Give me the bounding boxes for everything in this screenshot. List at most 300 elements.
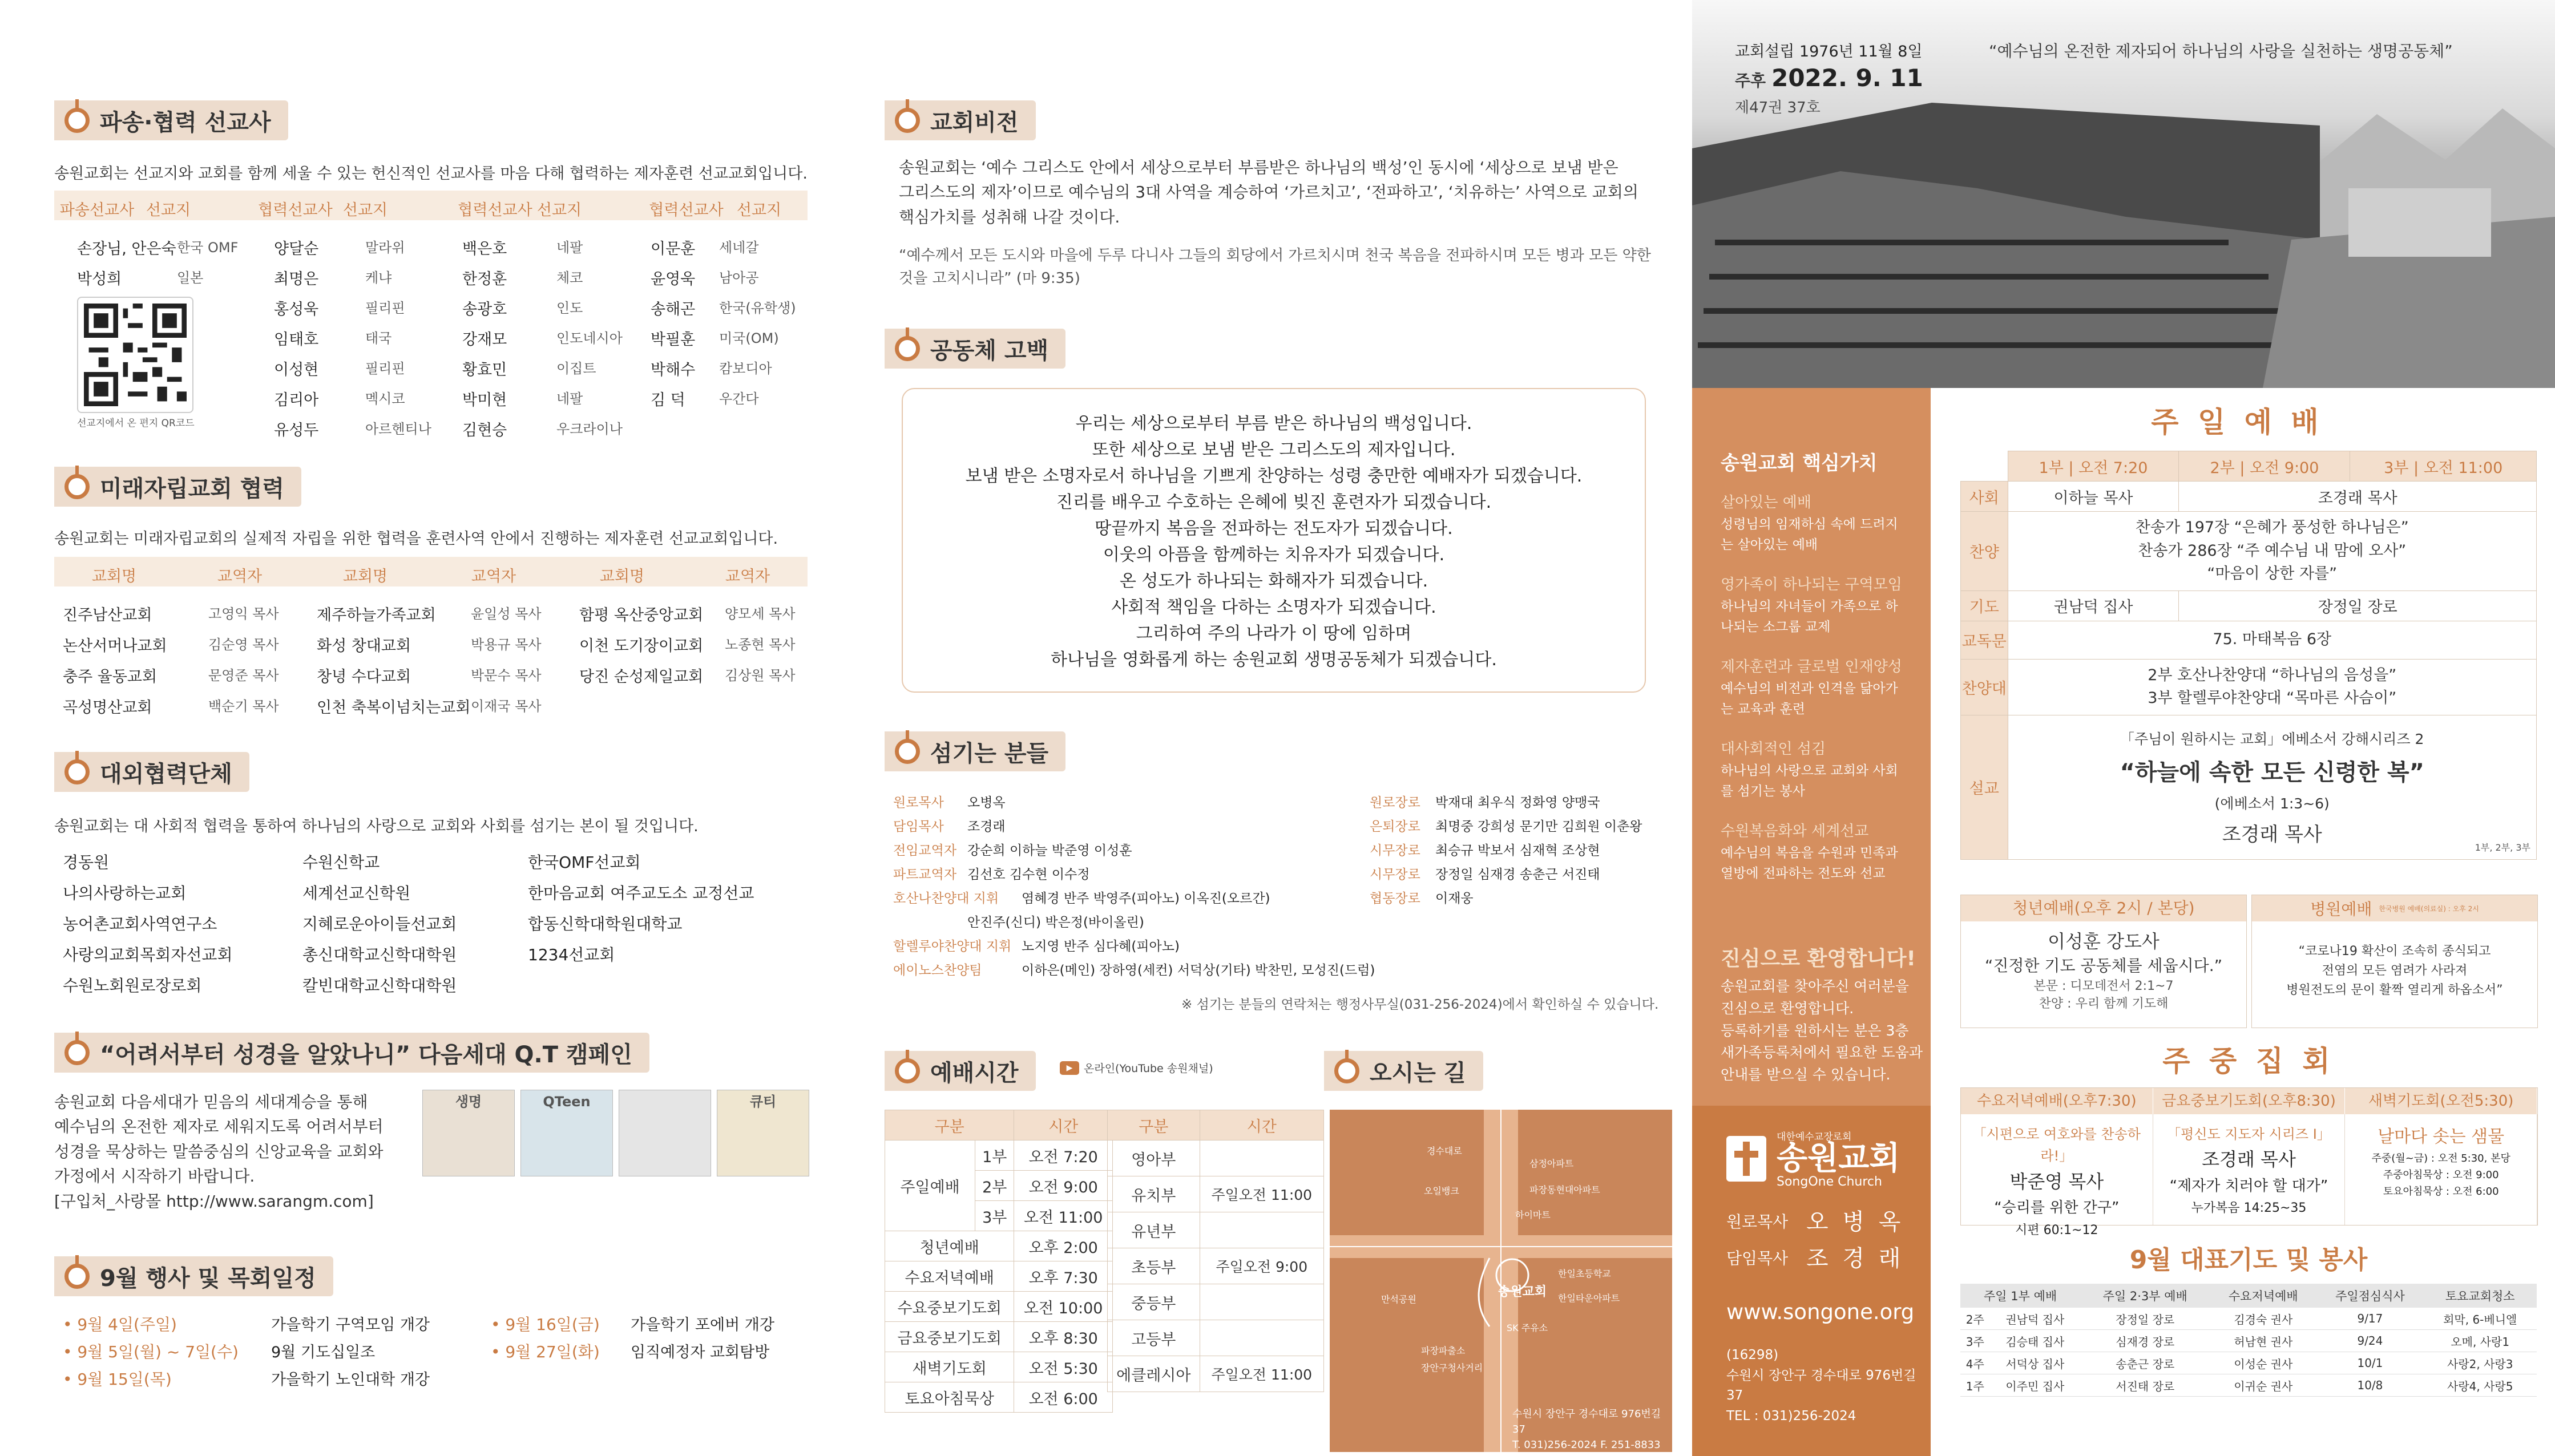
table-cell	[1200, 1284, 1323, 1320]
table-row	[885, 1382, 1113, 1413]
map-label: 경수대로	[1427, 1146, 1462, 1156]
table-cell: 회막, 6-베니엘	[2423, 1308, 2537, 1330]
missionary-country: 한국(유학생)	[719, 300, 796, 316]
sermon-pastor: 조경래 목사	[2222, 823, 2322, 846]
future-table-cell: 당진 순성제일교회	[579, 668, 704, 686]
section-bullet-icon	[895, 739, 920, 764]
right-panel	[1692, 0, 2555, 1456]
table-header: 주일 2·3부 예배	[2080, 1284, 2210, 1308]
church-info	[1692, 1106, 1931, 1456]
core-value-desc: 하나님의 사랑으로 교회와 사회를 섬기는 봉사	[1721, 763, 1898, 799]
vision-quote-line: “예수께서 모든 도시와 마을에 두루 다니사 그들의 회당에서 가르치시며 천국 복음을 전파하시며 모든 병과 모든 약한	[899, 247, 1651, 264]
missionary-country: 태국	[365, 330, 392, 346]
weekday-header-cell: 수요저녁예배(오후7:30)	[1961, 1088, 2153, 1114]
servant-role: 시무장로	[1370, 867, 1420, 882]
missionary-country: 필리핀	[365, 300, 405, 316]
external-org: 한국OMF선교회	[528, 853, 641, 872]
qt-campaign-title: “어려서부터 성경을 알았나니” 다음세대 Q.T 캠페인	[54, 1033, 649, 1073]
servant-role: 전임교역자	[893, 843, 957, 858]
cover-photo	[1692, 0, 2555, 388]
external-org: 수원신학교	[302, 853, 380, 872]
section-bullet-icon	[64, 108, 90, 133]
table-row	[1961, 621, 2537, 659]
confession-box	[902, 388, 1646, 693]
table-row	[1960, 1352, 2537, 1374]
weekday-line: “승리를 위한 간구”	[1994, 1199, 2120, 1216]
missionary-name: 이문훈	[651, 240, 696, 258]
church-address	[1726, 1345, 1931, 1427]
sermon-series: 「주님이 원하시는 교회」에베소서 강해시리즈 2	[2120, 730, 2424, 747]
map-label: 오일뱅크	[1424, 1186, 1459, 1196]
table-row	[1108, 1248, 1324, 1284]
table-cell: 주일오전 11:00	[1200, 1176, 1323, 1212]
future-table-cell: 백순기 목사	[208, 698, 279, 714]
qr-code-icon	[84, 304, 187, 406]
service-times-table-right	[1107, 1110, 1324, 1392]
pastor-name: 조 경 래	[1806, 1245, 1904, 1272]
missionary-country: 아르헨티나	[365, 421, 431, 437]
table-cell	[1200, 1212, 1323, 1248]
servant-names: 최명중 강희성 문기만 김희원 이춘왕	[1435, 819, 1642, 834]
table-row	[1960, 1308, 2537, 1330]
core-value-title: 살아있는 예배	[1721, 494, 1811, 511]
table-cell: 초등부	[1108, 1248, 1200, 1284]
weekday-table	[1960, 1087, 2538, 1237]
qt-line: 가정에서 시작하기 바랍니다.	[54, 1167, 255, 1186]
missionary-name: 김현승	[462, 422, 507, 439]
section-bullet-icon	[64, 1040, 90, 1065]
servant-names: 김선호 김수현 이수정	[967, 867, 1090, 882]
confession-text	[903, 389, 1645, 673]
servant-role: 할렐루야찬양대 지휘	[893, 939, 1012, 954]
missionary-country: 한국 OMF	[177, 240, 239, 256]
pastor-role: 담임목사	[1726, 1249, 1789, 1268]
servant-names: 강순희 이하늘 박준영 이성훈	[967, 843, 1132, 858]
event-date: • 9월 4일(주일)	[63, 1315, 177, 1334]
missionary-name: 황효민	[462, 361, 507, 379]
weekday-line: 토요아침묵상 : 오전 6:00	[2383, 1185, 2499, 1198]
servant-role: 시무장로	[1370, 843, 1420, 858]
missionaries-header-cell: 협력선교사	[458, 201, 532, 219]
table-cell: 이성순 권사	[2210, 1352, 2316, 1374]
section-bullet-icon	[64, 474, 90, 499]
sermon-ref: (에베소서 1:3~6)	[2214, 795, 2330, 812]
table-row	[1961, 451, 2537, 482]
confession-line: 보냄 받은 소명자로서 하나님을 기쁘게 찬양하는 성령 충만한 예배자가 되겠습니다.	[965, 466, 1583, 486]
missionary-country: 이집트	[556, 361, 596, 377]
weekday-line: “제자가 치러야 할 대가”	[2169, 1177, 2328, 1195]
future-table-cell: 양모세 목사	[725, 606, 796, 622]
external-org: 농어촌교회사역연구소	[63, 915, 217, 933]
weekday-column	[2153, 1114, 2346, 1225]
future-header-cell: 교회명	[599, 568, 645, 585]
table-row-label: 교독문	[1961, 621, 2008, 659]
external-org: 1234선교회	[528, 945, 615, 964]
table-cell	[1200, 1140, 1323, 1176]
qr-caption: 선교지에서 온 편지 QR코드	[77, 418, 195, 429]
table-cell: 수요저녁예배	[885, 1261, 1014, 1292]
table-cell: 고등부	[1108, 1320, 1200, 1356]
table-row	[885, 1231, 1113, 1261]
table-header: 시간	[1200, 1110, 1323, 1140]
table-cell	[1200, 1320, 1323, 1356]
table-cell: 김경숙 권사	[2210, 1308, 2316, 1330]
table-cell: 수요중보기도회	[885, 1292, 1014, 1322]
table-cell: 금요중보기도회	[885, 1322, 1014, 1352]
future-intro: 송원교회는 미래자립교회의 실제적 자립을 위한 협력을 훈련사역 안에서 진행하는 제자훈련 선교교회입니다.	[54, 530, 778, 548]
event-desc: 가을학기 노인대학 개강	[271, 1371, 430, 1389]
table-header: 구분	[885, 1110, 1014, 1140]
section-bullet-icon	[895, 1058, 920, 1083]
table-row	[1960, 1330, 2537, 1352]
missionary-country: 우간다	[719, 391, 759, 407]
external-org: 수원노회원로장로회	[63, 976, 202, 995]
table-cell: 새벽기도회	[885, 1352, 1014, 1382]
table-cell: 영아부	[1108, 1140, 1200, 1176]
weekday-line: 누가복음 14:25~35	[2191, 1201, 2307, 1216]
table-cell: 10/1	[2316, 1352, 2423, 1374]
table-row	[885, 1110, 1113, 1140]
table-cell: 중등부	[1108, 1284, 1200, 1320]
section-bullet-icon	[64, 759, 90, 784]
map-label: 장안구청사거리	[1421, 1362, 1483, 1373]
external-org: 사랑의교회목회자선교회	[63, 945, 233, 964]
qt-book-cover: 큐티	[717, 1090, 809, 1176]
table-header: 3부 | 오전 11:00	[2350, 451, 2537, 482]
core-value-desc: 예수님의 복음을 수원과 민족과 열방에 전파하는 전도와 선교	[1721, 846, 1898, 881]
table-row	[885, 1292, 1113, 1322]
weekday-title: 주 중 집 회	[2162, 1045, 2335, 1078]
qt-line: [구입처_사랑몰 http://www.sarangm.com]	[54, 1191, 374, 1211]
table-cell: 오전 7:20	[1014, 1140, 1113, 1171]
missionary-country: 네팔	[556, 240, 583, 256]
external-org: 합동신학대학원대학교	[528, 915, 683, 933]
missionary-country: 캄보디아	[719, 361, 772, 377]
table-cell: 오전 9:00	[1014, 1171, 1113, 1201]
table-cell: 오전 5:30	[1014, 1352, 1113, 1382]
core-value-desc: 하나님의 자녀들이 가족으로 하나되는 소그룹 교제	[1721, 599, 1898, 634]
missionary-country: 멕시코	[365, 391, 405, 407]
section-bullet-icon	[895, 336, 920, 361]
event-date: • 9월 15일(목)	[63, 1370, 172, 1389]
map-label: 만석공원	[1381, 1294, 1416, 1305]
sermon-title: “하늘에 속한 모든 신령한 복”	[2120, 759, 2424, 786]
qt-line: 송원교회 다음세대가 믿음의 세대계승을 통해	[54, 1093, 368, 1111]
founded-date: 교회설립 1976년 11월 8일	[1735, 43, 1923, 60]
table-cell: 조경래 목사	[2179, 482, 2537, 512]
map[interactable]	[1330, 1110, 1672, 1452]
table-header: 주일 1부 예배	[1960, 1284, 2080, 1308]
servant-names: 이재웅	[1435, 891, 1474, 906]
welcome-title: 진심으로 환영합니다!	[1721, 947, 1916, 970]
servant-role: 원로목사	[893, 795, 944, 810]
directions-title: 오시는 길	[1324, 1051, 1483, 1091]
table-row	[885, 1140, 1113, 1171]
servant-names: 안진주(신디) 박은정(바이올린)	[967, 915, 1144, 930]
table-row	[1960, 1284, 2537, 1308]
table-cell: 주일오전 9:00	[1200, 1248, 1323, 1284]
table-cell: 권남덕 집사	[1989, 1308, 2080, 1330]
confession-line: 진리를 배우고 수호하는 은혜에 빚진 훈련자가 되겠습니다.	[1056, 492, 1492, 512]
confession-line: 또한 세상으로 보냄 받은 그리스도의 제자입니다.	[1092, 440, 1456, 460]
missionary-name: 김 덕	[651, 391, 685, 409]
map-label: 송원교회	[1498, 1285, 1547, 1299]
future-table-cell: 윤일성 목사	[471, 606, 542, 622]
vision-quote	[899, 244, 1675, 290]
hospital-line: “코로나19 확산이 조속히 종식되고	[2298, 944, 2491, 958]
confession-title: 공동체 고백	[885, 329, 1065, 369]
table-cell: 2부 호산나찬양대 “하나님의 음성을” 3부 할렐루야찬양대 “목마른 사슴이”	[2008, 659, 2537, 715]
map-label: 한일초등학교	[1558, 1268, 1611, 1279]
missionary-country: 일본	[177, 270, 204, 286]
future-table-cell: 화성 창대교회	[317, 637, 411, 655]
future-table-cell: 함평 옥산중앙교회	[579, 606, 704, 624]
table-row	[1108, 1320, 1324, 1356]
missionary-country: 우크라이나	[556, 421, 623, 437]
table-cell: 심재경 장로	[2080, 1330, 2210, 1352]
church-address-line: 수원시 장안구 경수대로 976번길 37	[1726, 1368, 1916, 1404]
table-cell: 주일예배	[885, 1140, 975, 1231]
missionary-name: 백은호	[462, 240, 507, 258]
missionary-name: 박미현	[462, 391, 507, 409]
map-label: 한일타운아파트	[1558, 1293, 1620, 1304]
vision-text	[899, 155, 1675, 229]
future-table-cell: 이재국 목사	[471, 698, 542, 714]
missionary-country: 필리핀	[365, 361, 405, 377]
future-table-cell: 노종현 목사	[725, 637, 796, 653]
qt-books	[422, 1090, 816, 1175]
missionary-name: 양달순	[274, 240, 319, 258]
external-org: 세계선교신학원	[302, 884, 411, 903]
missionary-country: 미국(OM)	[719, 330, 779, 346]
church-logo: 대한예수교장로회 송원교회 SongOne Church	[1726, 1129, 1900, 1189]
vision-quote-line: 것을 고치시니라” (마 9:35)	[899, 270, 1080, 288]
table-cell: 9/24	[2316, 1330, 2423, 1352]
qt-book-cover	[619, 1090, 711, 1176]
missionary-country: 케냐	[365, 270, 392, 286]
confession-line: 온 성도가 하나되는 화해자가 되겠습니다.	[1119, 571, 1428, 591]
core-value-title: 제자훈련과 글로벌 인재양성	[1721, 658, 1902, 676]
missionaries-header-cell: 파송선교사	[59, 201, 135, 219]
sermon-cell	[2008, 715, 2537, 859]
table-cell: 김승태 집사	[1989, 1330, 2080, 1352]
hospital-worship-box: 병원예배 한국병원 예배(의료실) : 오후 2시 “코로나19 확산이 조속히 종식되고 전염의 모든 염려가 사라져 병원전도의 문이 활짝 열리게 하옵소서”	[2251, 895, 2538, 1028]
table-row-label: 찬양대	[1961, 659, 2008, 715]
table-row	[885, 1261, 1113, 1292]
weekday-line: 주중(월~금) : 오전 5:30, 본당	[2371, 1152, 2510, 1164]
event-desc: 가을학기 포에버 개강	[631, 1316, 774, 1334]
table-cell: 유년부	[1108, 1212, 1200, 1248]
missionary-name: 윤영욱	[651, 270, 696, 288]
welcome-line: 진심으로 환영합니다.	[1721, 1000, 1854, 1017]
missionaries-header	[54, 191, 808, 220]
future-table-cell: 곡성명산교회	[63, 699, 152, 717]
middle-panel	[847, 0, 1692, 1456]
missionary-name: 송해곤	[651, 301, 696, 318]
future-table-cell: 고영익 목사	[208, 606, 279, 622]
vision-line: 핵심가치를 성취해 나갈 것이다.	[899, 207, 1120, 227]
pastor-role: 원로목사	[1726, 1212, 1789, 1231]
table-cell	[1961, 451, 2008, 482]
cross-logo-icon	[1726, 1136, 1766, 1182]
external-org: 경동원	[63, 853, 110, 872]
sunday-worship-title: 주 일 예 배	[2151, 406, 2323, 439]
core-value-desc: 예수님의 비전과 인격을 닮아가는 교육과 훈련	[1721, 681, 1898, 717]
slogan: “예수님의 온전한 제자되어 하나님의 사랑을 실천하는 생명공동체”	[1989, 42, 2453, 60]
servant-role: 호산나찬양대 지휘	[893, 891, 999, 906]
table-row	[1108, 1284, 1324, 1320]
future-header-cell: 교회명	[91, 568, 137, 585]
table-header: 토요교회청소	[2423, 1284, 2537, 1308]
event-date: • 9월 16일(금)	[491, 1315, 600, 1334]
pastor-name: 오 병 옥	[1806, 1209, 1904, 1235]
weekday-line: 날마다 솟는 샘물	[2378, 1127, 2505, 1147]
servant-role: 파트교역자	[893, 867, 957, 882]
missionaries-header-cell: 선교지	[146, 201, 191, 219]
future-table-cell: 제주하늘가족교회	[317, 606, 436, 624]
missionary-name: 최명은	[274, 270, 319, 288]
future-header-cell: 교역자	[471, 568, 516, 585]
table-row-label: 사회	[1961, 482, 2008, 512]
table-row-label: 설교	[1961, 715, 2008, 859]
future-table-cell: 김순영 목사	[208, 637, 279, 653]
missionary-country: 남아공	[719, 270, 759, 286]
event-date: • 9월 5일(월) ~ 7일(수)	[63, 1342, 239, 1361]
orange-sidebar	[1692, 388, 1931, 1456]
missionary-name: 홍성욱	[274, 301, 319, 318]
map-label: 파장파출소	[1421, 1345, 1466, 1356]
missionary-country: 인도	[556, 300, 583, 316]
table-header: 구분	[1108, 1110, 1200, 1140]
table-cell: 이주민 집사	[1989, 1374, 2080, 1397]
welcome-line: 등록하기를 원하시는 분은 3층	[1721, 1022, 1909, 1039]
table-row	[1108, 1212, 1324, 1248]
table-cell: 3주	[1960, 1330, 1989, 1352]
core-value-title: 영가족이 하나되는 구역모임	[1721, 576, 1902, 593]
servants-title: 섬기는 분들	[885, 731, 1065, 771]
table-header: 수요저녁예배	[2210, 1284, 2316, 1308]
missionary-name: 한정훈	[462, 270, 507, 288]
section-bullet-icon	[895, 108, 920, 133]
external-intro: 송원교회는 대 사회적 협력을 통하여 하나님의 사랑으로 교회와 사회를 섬기는 본이 될 것입니다.	[54, 818, 699, 835]
table-cell: 10/8	[2316, 1374, 2423, 1397]
left-panel	[0, 0, 847, 1456]
future-table-cell: 이천 도기장이교회	[579, 637, 704, 655]
future-table-cell: 박용규 목사	[471, 637, 542, 653]
table-row	[1961, 715, 2537, 859]
missionary-name: 강재모	[462, 331, 507, 349]
table-row	[1108, 1110, 1324, 1140]
qt-book-cover: 생명	[422, 1090, 515, 1176]
confession-line: 사회적 책임을 다하는 소명자가 되겠습니다.	[1111, 597, 1436, 617]
servant-names: 장정일 심재경 송춘근 서진태	[1435, 867, 1600, 882]
map-address	[1512, 1406, 1672, 1453]
hospital-line: 전염의 모든 염려가 사라져	[2322, 964, 2468, 978]
service-times-table-left	[885, 1110, 1113, 1413]
table-row	[1961, 591, 2537, 621]
table-cell: 2부	[975, 1171, 1014, 1201]
event-desc: 가을학기 구역모임 개강	[271, 1316, 430, 1334]
map-label: 삼정아파트	[1529, 1158, 1574, 1169]
future-table-cell: 인천 축복이넘치는교회	[317, 699, 471, 717]
table-row	[1108, 1140, 1324, 1176]
section-bullet-icon	[64, 1264, 90, 1289]
church-website[interactable]: www.songone.org	[1726, 1300, 1915, 1324]
weekday-line: 주중아침묵상 : 오전 9:00	[2383, 1168, 2499, 1181]
missionary-name: 임태호	[274, 331, 319, 349]
table-cell: 권남덕 집사	[2008, 591, 2179, 621]
external-org: 나의사랑하는교회	[63, 884, 187, 903]
vision-title: 교회비전	[885, 100, 1036, 140]
map-address-line: 수원시 장안구 경수대로 976번길 37	[1512, 1408, 1661, 1435]
future-header-cell: 교역자	[217, 568, 263, 585]
map-address-line: T. 031)256-2024 F. 251-8833	[1512, 1439, 1661, 1451]
missionaries-header-cell: 선교지	[736, 201, 782, 219]
qt-line: 예수님의 온전한 제자로 세워지도록 어려서부터	[54, 1117, 384, 1137]
table-header: 2부 | 오전 9:00	[2179, 451, 2350, 482]
qr-code-image[interactable]	[77, 297, 193, 413]
missionaries-header-cell: 선교지	[342, 201, 388, 219]
hospital-line: 병원전도의 문이 활짝 열리게 하옵소서”	[2286, 983, 2503, 997]
table-cell: 오메, 사랑1	[2423, 1330, 2537, 1352]
table-row	[1960, 1374, 2537, 1397]
vision-line: 송원교회는 ‘예수 그리스도 안에서 세상으로부터 부름받은 하나님의 백성’인 동시에 ‘세상으로 보냄 받은	[899, 158, 1618, 177]
confession-line: 그리하여 주의 나라가 이 땅에 임하며	[1136, 624, 1412, 644]
missionary-country: 체코	[556, 270, 583, 286]
table-row	[885, 1352, 1113, 1382]
core-value-title: 수원복음화와 세계선교	[1721, 823, 1869, 840]
table-cell: 1부	[975, 1140, 1014, 1171]
weekday-line: 「평신도 지도자 시리즈 I」	[2167, 1126, 2331, 1142]
confession-line: 하나님을 영화롭게 하는 송원교회 생명공동체가 되겠습니다.	[1051, 650, 1497, 670]
weekday-line: 조경래 목사	[2202, 1148, 2296, 1171]
servant-names: 이하은(메인) 장하영(세컨) 서덕상(기타) 박찬민, 모성진(드럼)	[1022, 963, 1375, 978]
future-table-cell: 박문수 목사	[471, 668, 542, 683]
table-row-label: 찬양	[1961, 512, 2008, 591]
servant-names: 조경래	[967, 819, 1006, 834]
table-row	[1108, 1356, 1324, 1392]
youth-worship-box: 청년예배(오후 2시 / 본당) 이성훈 강도사 “진정한 기도 공동체를 세웁시다.” 본문 : 디모데전서 2:1~7 찬양 : 우리 함께 기도해	[1960, 895, 2247, 1028]
table-cell: 이하늘 목사	[2008, 482, 2179, 512]
welcome-line: 안내를 받으실 수 있습니다.	[1721, 1066, 1891, 1083]
issue-date: 주후 2022. 9. 11	[1735, 64, 1923, 92]
external-org: 한마음교회 여주교도소 교정선교	[528, 884, 754, 903]
external-org: 지혜로운아이들선교회	[302, 915, 457, 933]
church-address-line: (16298)	[1726, 1348, 1779, 1362]
welcome-text	[1721, 976, 1923, 1086]
confession-line: 땅끝까지 복음을 전파하는 전도자가 되겠습니다.	[1095, 519, 1453, 539]
online-link[interactable]: ▶ 온라인(YouTube 송원채널)	[1060, 1060, 1213, 1075]
table-cell: 장정일 장로	[2080, 1308, 2210, 1330]
table-cell: 사랑4, 사랑5	[2423, 1374, 2537, 1397]
hospital-prayer	[2252, 942, 2537, 1000]
future-header-cell: 교역자	[725, 568, 770, 585]
sermon-note: 1부, 2부, 3부	[2475, 842, 2530, 853]
sunday-worship-table	[1960, 451, 2537, 860]
welcome-line: 새가족등록처에서 필요한 도움과	[1721, 1044, 1923, 1061]
weekday-header-cell: 새벽기도회(오전5:30)	[2345, 1088, 2537, 1114]
external-org: 총신대학교신학대학원	[302, 945, 457, 964]
church-address-line: TEL : 031)256-2024	[1726, 1408, 1856, 1423]
prayer-table	[1960, 1284, 2537, 1397]
core-value-title: 대사회적인 섬김	[1721, 741, 1826, 758]
table-header: 1부 | 오전 7:20	[2008, 451, 2179, 482]
table-cell: 토요아침묵상	[885, 1382, 1014, 1413]
missionaries-header-cell: 협력선교사	[258, 201, 333, 219]
table-cell: 75. 마태복음 6장	[2008, 621, 2537, 659]
future-churches-title: 미래자립교회 협력	[54, 467, 301, 507]
future-header	[54, 557, 808, 587]
